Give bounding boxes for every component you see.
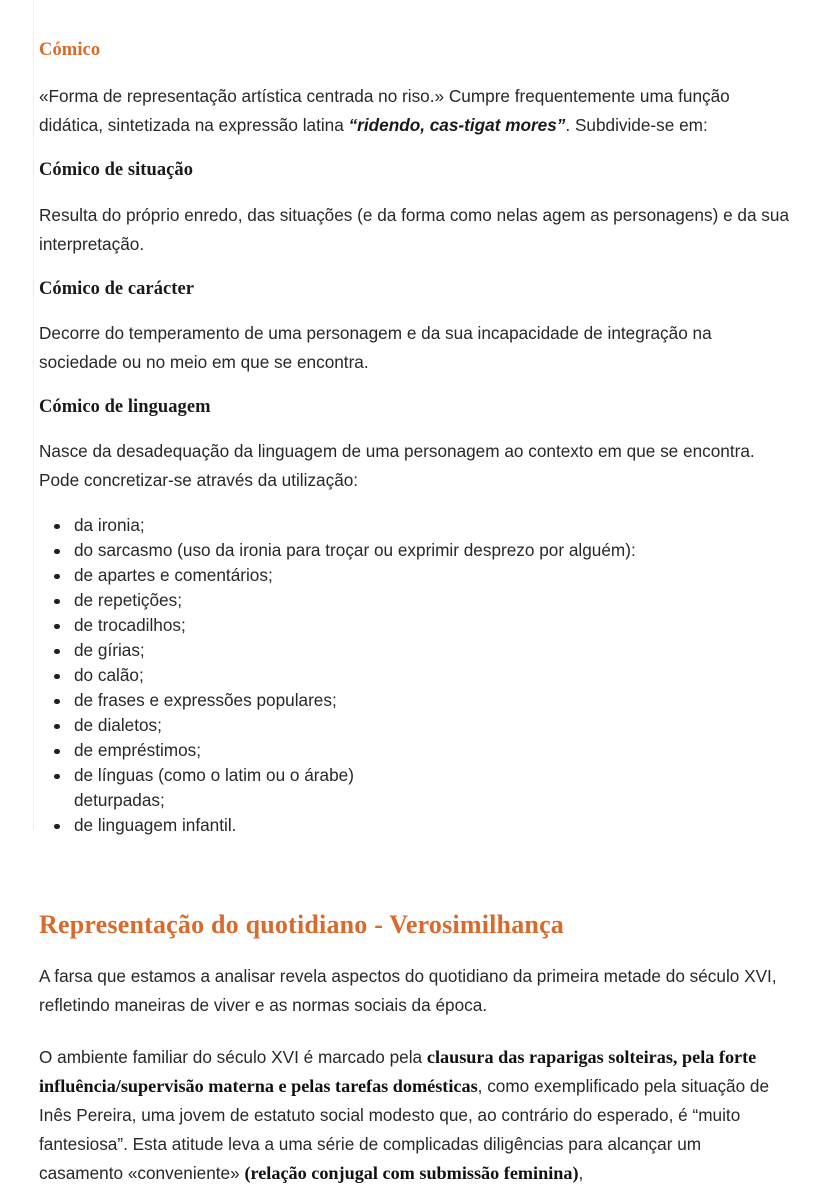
list-item: de frases e expressões populares; — [39, 688, 789, 713]
list-item: de dialetos; — [39, 713, 789, 738]
list-item: da ironia; — [39, 513, 789, 538]
list-item: de linguagem infantil. — [39, 813, 789, 838]
intro-text-before: «Forma de representação artística centrada no riso.» Cumpre frequentemente uma função didática, sintetizada na expressão latina — [39, 86, 730, 136]
paragraph-comico-de-linguagem: Nasce da desadequação da linguagem de uma personagem ao contexto em que se encontra. Pode concretizar-se através da utilização: — [39, 441, 755, 491]
list-item: de gírias; — [39, 638, 789, 663]
list-item: de trocadilhos; — [39, 613, 789, 638]
quotidiano-text-3: , — [578, 1162, 584, 1183]
intro-text-after: . Subdivide-se em: — [565, 115, 708, 136]
paragraph-quotidiano-2 — [39, 1043, 789, 1188]
list-item: de línguas (como o latim ou o árabe) deturpadas; — [39, 763, 384, 813]
paragraph-comico-de-caracter: Decorre do temperamento de uma personagem e da sua incapacidade de integração na sociedade ou no meio em que se encontra. — [39, 322, 712, 372]
paragraph-quotidiano-1: A farsa que estamos a analisar revela aspectos do quotidiano da primeira metade do século XVI, refletindo maneiras de viver e as normas sociais da época. — [39, 965, 777, 1015]
quotidiano-bold-1: clausura das raparigas solteiras, pela forte influência/supervisão materna e pelas tarefas domésticas — [39, 1046, 757, 1096]
quotidiano-text-2: , como exemplificado pela situação de Inês Pereira, uma jovem de estatuto social modesto que, ao contrário do esperado, é “muito fantesiosa”. Esta atitude leva a uma série de complicadas diligências para alcançar um casamento «conveniente» — [39, 1075, 770, 1183]
list-item: de repetições; — [39, 588, 789, 613]
quotidiano-text-1: O ambiente familiar do século XVI é marcado pela — [39, 1046, 427, 1067]
subsection-heading-comico-de-caracter: Cómico de carácter — [39, 278, 194, 299]
list-item: do sarcasmo (uso da ironia para troçar ou exprimir desprezo por alguém): — [39, 538, 789, 563]
section-heading-comico: Cómico — [39, 40, 101, 60]
list-item: de empréstimos; — [39, 738, 789, 763]
quotidiano-bold-2: (relação conjugal com submissão feminina) — [244, 1162, 579, 1183]
list-item: do calão; — [39, 663, 789, 688]
paragraph-comico-de-situacao: Resulta do próprio enredo, das situações (e da forma como nelas agem as personagens) e da sua interpretação. — [39, 204, 790, 254]
latin-expression-emphasis: “ridendo, cas-tigat mores” — [348, 115, 566, 136]
subsection-heading-comico-de-linguagem: Cómico de linguagem — [39, 396, 211, 417]
comico-de-linguagem-list — [39, 513, 789, 838]
subsection-heading-comico-de-situacao: Cómico de situação — [39, 160, 194, 181]
section-heading-representacao-quotidiano: Representação do quotidiano - Verosimilhança — [39, 910, 565, 940]
paragraph-comico-intro — [39, 82, 789, 140]
list-item: de apartes e comentários; — [39, 563, 789, 588]
